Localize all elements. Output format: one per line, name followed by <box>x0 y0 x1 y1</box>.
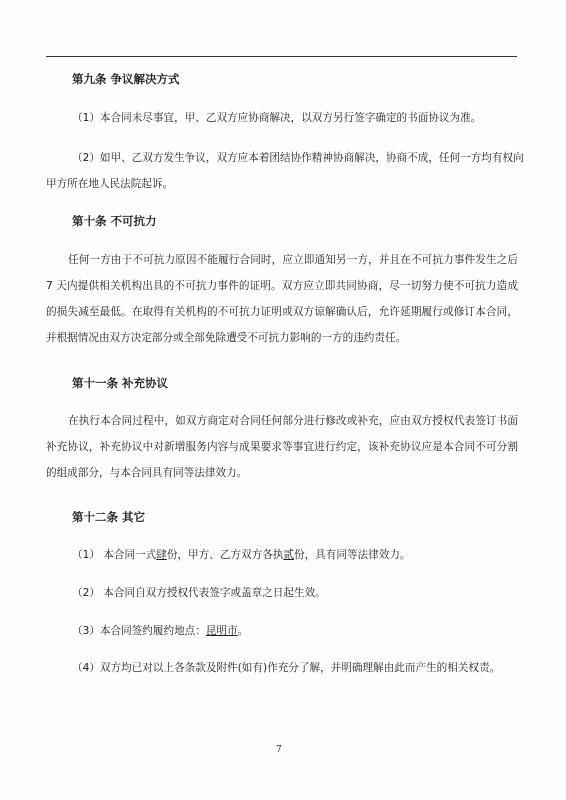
article10-body: 任何一方由于不可抗力原因不能履行合同时，应立即通知另一方，并且在不可抗力事件发生之后 7 天内提供相关机构出具的不可抗力事件的证明。双方应立即共同协商，尽一切努力使不可抗力造成的损失减至最低。在取得有关机构的不可抗力证明或双方谅解确认后，允许延期履行或修订本合同，并根据情况由双方决定部分或全部免除遭受不可抗力影响的一方的违约责任。 <box>46 254 518 344</box>
article9-item2-line1: （2）如甲、乙双方发生争议，双方应本着团结协作精神协商解决，协商不成，任何一方均有权向 <box>72 152 524 164</box>
article11-title: 第十一条 补充协议 <box>72 376 169 390</box>
article12-title: 第十二条 其它 <box>72 510 146 524</box>
article12-item2: （2） 本合同自双方授权代表签字或盖章之日起生效。 <box>72 587 326 599</box>
article12-item1: （1） 本合同一式肆份，甲方、乙方双方各执贰份，具有同等法律效力。 <box>72 549 411 561</box>
article12-item4: （4）双方均已对以上各条款及附件(如有)作充分了解，并明确理解由此而产生的相关权责。 <box>72 662 501 674</box>
signing-place: 昆明市 <box>205 625 238 637</box>
article9-title: 第九条 争议解决方式 <box>72 72 180 86</box>
article12-item3: （3）本合同签约履约地点：昆明市。 <box>72 625 249 637</box>
header-rule <box>46 56 517 57</box>
article9-item2-line2: 甲方所在地人民法院起诉。 <box>46 178 174 190</box>
copies-count-each: 贰 <box>283 549 294 561</box>
copies-count-total: 肆 <box>156 549 167 561</box>
article10-title: 第十条 不可抗力 <box>72 214 157 228</box>
article9-item1: （1）本合同未尽事宜，甲、乙双方应协商解决，以双方另行签字确定的书面协议为准。 <box>72 112 482 124</box>
page-number: 7 <box>276 745 282 755</box>
article11-body: 在执行本合同过程中，如双方商定对合同任何部分进行修改或补充，应由双方授权代表签订书面补充协议，补充协议中对新增服务内容与成果要求等事宜进行约定，该补充协议应是本合同不可分割的组成部分，与本合同具有同等法律效力。 <box>46 415 518 479</box>
